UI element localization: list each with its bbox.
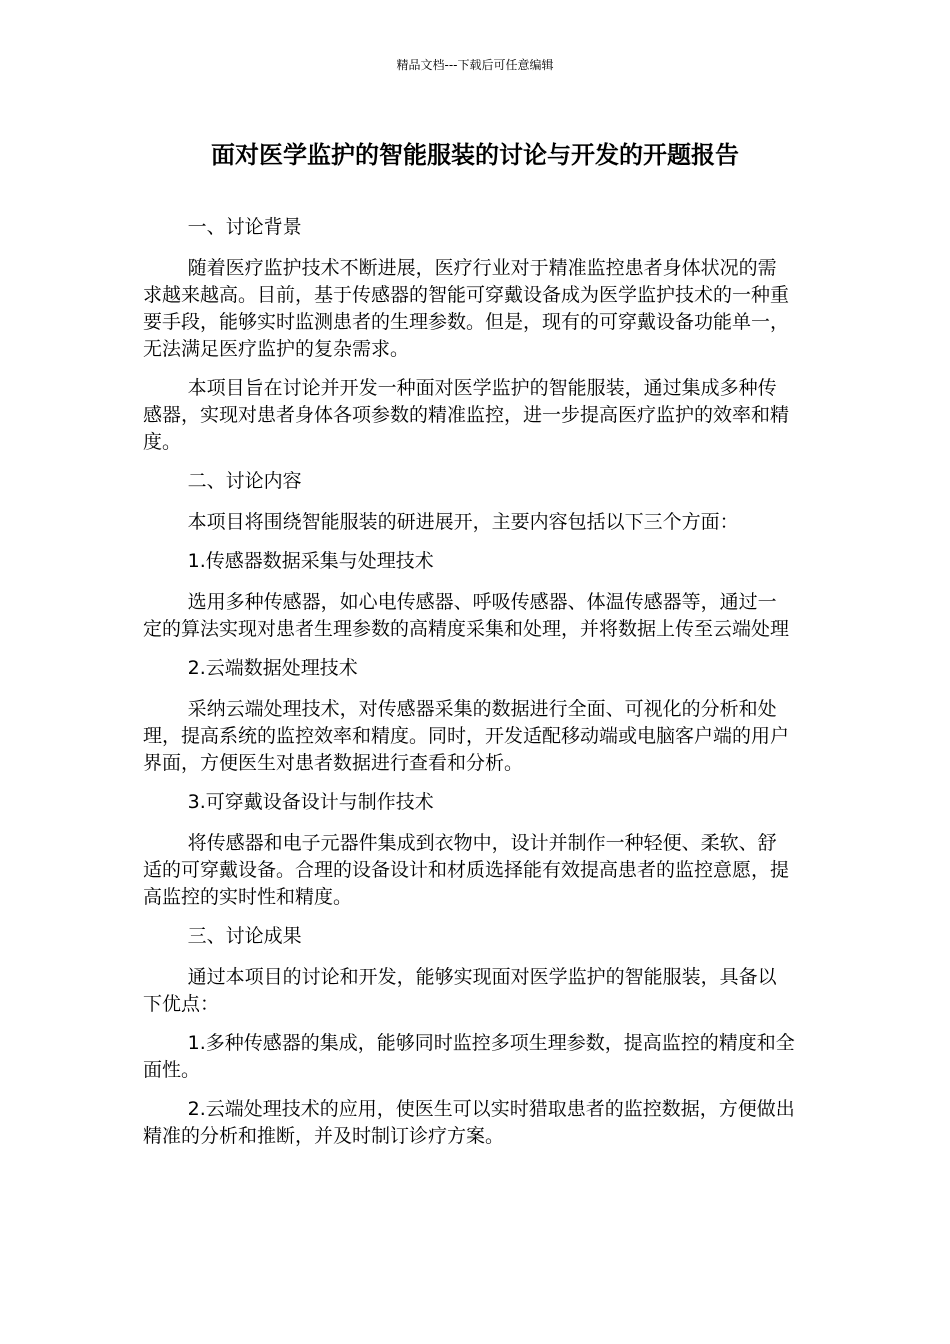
paragraph-background-2: 本项目旨在讨论并开发一种面对医学监护的智能服装，通过集成多种传感器，实现对患者身体各项参数的精准监控，进一步提高医疗监护的效率和精度。: [143, 377, 790, 453]
subheading-sensor-data: 1.传感器数据采集与处理技术: [187, 550, 434, 572]
section-heading-background: 一、讨论背景: [187, 216, 302, 238]
paragraph-result-1: 1.多种传感器的集成，能够同时监控多项生理参数，提高监控的精度和全面性。: [143, 1032, 795, 1081]
paragraph-cloud-processing: 采纳云端处理技术，对传感器采集的数据进行全面、可视化的分析和处理，提高系统的监控效率和精度。同时，开发适配移动端或电脑客户端的用户界面，方便医生对患者数据进行查看和分析。: [143, 698, 790, 774]
paragraph-wearable-design: 将传感器和电子元器件集成到衣物中，设计并制作一种轻便、柔软、舒适的可穿戴设备。合理的设备设计和材质选择能有效提高患者的监控意愿，提高监控的实时性和精度。: [143, 832, 790, 908]
page-header-note: 精品文档---下载后可任意编辑: [396, 58, 554, 72]
subheading-wearable-design: 3.可穿戴设备设计与制作技术: [187, 791, 434, 813]
document-title: 面对医学监护的智能服装的讨论与开发的开题报告: [211, 141, 739, 169]
subheading-cloud-processing: 2.云端数据处理技术: [187, 657, 358, 679]
section-heading-results: 三、讨论成果: [187, 925, 302, 947]
paragraph-results-intro: 通过本项目的讨论和开发，能够实现面对医学监护的智能服装，具备以下优点：: [143, 966, 777, 1015]
paragraph-content-intro: 本项目将围绕智能服装的研进展开，主要内容包括以下三个方面：: [187, 511, 739, 533]
paragraph-background-1: 随着医疗监护技术不断进展，医疗行业对于精准监控患者身体状况的需求越来越高。目前，基于传感器的智能可穿戴设备成为医学监护技术的一种重要手段，能够实时监测患者的生理参数。但是，现有的可穿戴设备功能单一，无法满足医疗监护的复杂需求。: [143, 257, 790, 360]
paragraph-sensor-data: 选用多种传感器，如心电传感器、呼吸传感器、体温传感器等，通过一定的算法实现对患者生理参数的高精度采集和处理，并将数据上传至云端处理: [143, 591, 790, 640]
section-heading-content: 二、讨论内容: [187, 470, 302, 492]
document-body: [143, 214, 795, 1162]
paragraph-result-2: 2.云端处理技术的应用，使医生可以实时猎取患者的监控数据，方便做出精准的分析和推断，并及时制订诊疗方案。: [143, 1098, 795, 1147]
